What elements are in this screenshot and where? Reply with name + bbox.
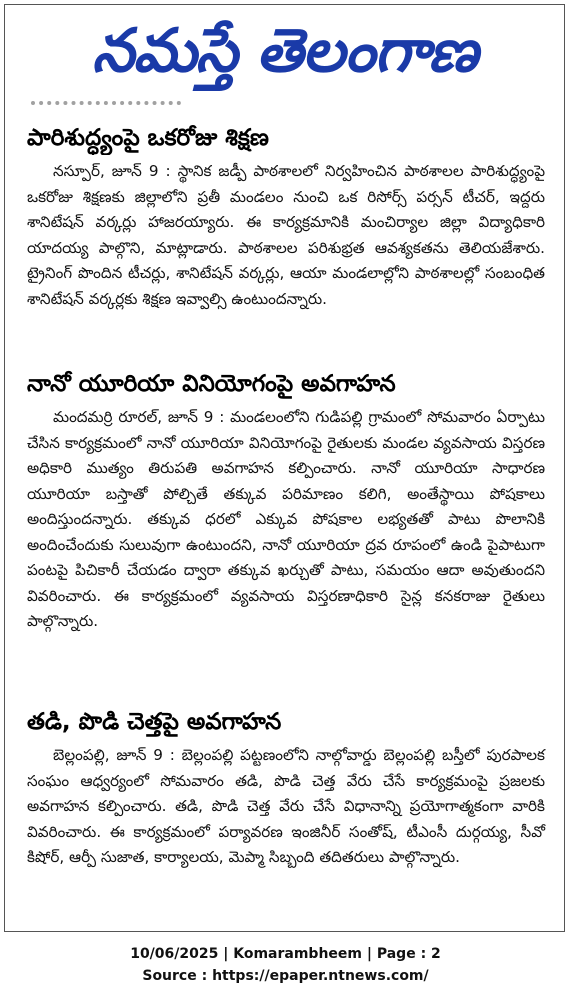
article-wet-dry-waste	[27, 705, 545, 871]
masthead	[5, 11, 564, 91]
clipped-text-fragment	[31, 101, 181, 113]
masthead-title: నమస్తే తెలంగాణ	[91, 16, 478, 86]
article-headline: నానో యూరియా వినియోగంపై అవగాహన	[27, 371, 396, 397]
article-headline: పారిశుద్ధ్యంపై ఒకరోజు శిక్షణ	[27, 125, 269, 151]
article-body: మందమర్రి రూరల్, జూన్ 9 : మండలంలోని గుడిపల్లి గ్రామంలో సోమవారం ఏర్పాటు చేసిన కార్యక్రమంలో నానో యూరియా వినియోగంపై రైతులకు మండల వ్యవసాయ విస్తరణ అధికారి ముత్యం తిరుపతి అవగాహన కల్పించారు. నానో యూరియా సాధారణ యూరియా బస్తాతో పోల్చితే తక్కువ పరిమాణం కలిగి, అంతేస్థాయి పోషకాలు అందిస్తుందన్నారు. తక్కువ ధరలో ఎక్కువ పోషకాల లభ్యతతో పాటు పొలానికి అందించేందుకు సులువుగా ఉంటుందని, నానో యూరియా ద్రవ రూపంలో ఉండి పైపాటుగా పంటపై పిచికారీ చేయడం ద్వారా తక్కువ ఖర్చుతో పాటు, సమయం ఆదా అవుతుందని వివరించారు. ఈ కార్యక్రమంలో వ్యవసాయ విస్తరణాధికారి సైన్ల కనకరాజు రైతులు పాల్గొన్నారు.	[27, 408, 545, 630]
article-body: బెల్లంపల్లి, జూన్ 9 : బెల్లంపల్లి పట్టణంలోని నాల్గోవార్డు బెల్లంపల్లి బస్తీలో పురపాలక సంఘం ఆధ్వర్యంలో సోమవారం తడి, పొడి చెత్త వేరు చేసే కార్యక్రమంపై ప్రజలకు అవగాహన కల్పించారు. తడి, పొడి చెత్త వేరు చేసే విధానాన్ని ప్రయోగాత్మకంగా వారికి వివరించారు. ఈ కార్యక్రమంలో పర్యావరణ ఇంజినీర్ సంతోష్, టీఎంసీ దుర్గయ్య, సీవో కిషోర్, ఆర్పీ సుజాత, కార్యాలయ, మెప్మా సిబ్బంది తదితరులు పాల్గొన్నారు.	[27, 746, 545, 866]
article-body: నస్పూర్, జూన్ 9 : స్థానిక జడ్పీ పాఠశాలలో నిర్వహించిన పాఠశాలల పారిశుద్ధ్యంపై ఒకరోజు శిక్షణకు జిల్లాలోని ప్రతీ మండలం నుంచి ఒక రిసోర్స్ పర్సన్ టీచర్, ఇద్దరు శానిటేషన్ వర్కర్లు హాజరయ్యారు. ఈ కార్యక్రమానికి మంచిర్యాల జిల్లా విద్యాధికారి యాదయ్య పాల్గొని, మాట్లాడారు. పాఠశాలల పరిశుభ్రత ఆవశ్యకతను తెలియజేశారు. ట్రైనింగ్ పొందిన టీచర్లు, శానిటేషన్ వర్కర్లు, ఆయా మండలాల్లోని పాఠశాలల్లో సంబంధిత శానిటేషన్ వర్కర్లకు శిక్షణ ఇవ్వాల్సి ఉంటుందన్నారు.	[27, 162, 545, 308]
edition-info: 10/06/2025 | Komarambheem | Page : 2	[130, 946, 441, 962]
newspaper-clipping	[4, 4, 565, 932]
source-link[interactable]: Source : https://epaper.ntnews.com/	[142, 968, 429, 984]
article-sanitation-training	[27, 121, 545, 312]
article-nano-urea	[27, 367, 545, 635]
article-headline: తడి, పొడి చెత్తపై అవగాహన	[27, 709, 282, 735]
